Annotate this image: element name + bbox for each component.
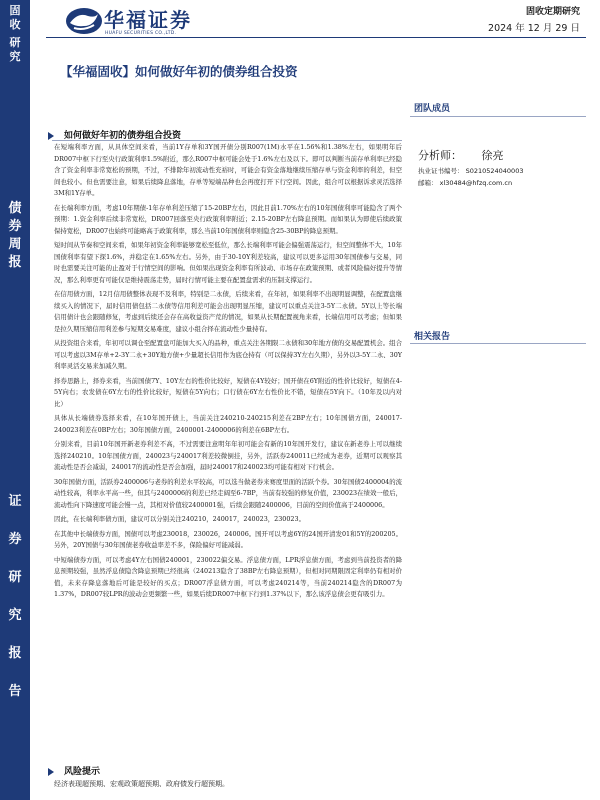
- logo-chinese-name: 华福证券: [104, 8, 192, 32]
- body-paragraph: 在长端利率方面，考虑10年期债-1年存单利差压缩了15-20BP左右，因此目前1.70%左右的10年国债利率可能隐含了两个预期：1.资金利率后续非常宽松，DR007回落至央行政策利率附近；2.15-20BP左右降息预期。而如果认为即使后续政策保持宽松，DR007也始终可能略高于政策利率，那么当前10年国债利率则隐含25-30BP的降息预期。: [54, 203, 402, 235]
- analyst-name: 徐亮: [481, 149, 504, 162]
- section-heading: 如何做好年初的债券组合投资: [48, 128, 181, 141]
- body-paragraph: 择券思路上，择券来看，当前国债7Y、10Y左右的性价比较好，短债在4Y较好；国开债在6Y附近的性价比较好，短债在4-5Y向右；农发债在6Y左右的性价比较好，短债在5Y向右；口行债在6Y左右性价比不错，短债在5Y向下。（10年及以内对比）: [54, 376, 402, 408]
- report-date: 2024 年 12 月 29 日: [488, 23, 580, 34]
- related-divider: [410, 343, 586, 344]
- analyst-card: [418, 147, 523, 189]
- team-divider: [410, 116, 586, 117]
- email-label: 邮箱：: [418, 179, 438, 187]
- related-reports-heading: 相关报告: [414, 332, 451, 342]
- logo-english-name: HUAFU SECURITIES CO.,LTD.: [105, 31, 177, 36]
- body-paragraph: 短时间从节奏和空间来看，如果年初资金利率能够宽松至低位，那么长端利率可能会偏强震荡运行，但空间整体不大，10年国债利率有望下探1.6%，并稳定在1.65%左右。另外，由于30-10Y利差较高，建议可以更多运用30年国债参与交易，同时也需要关注可能的止盈对于行情空间的影响。但如果出现资金利率有所波动、市场存在政策预期、或者风险偏好提升等情况，那么利率更有可能仅是维持震荡走势，届时行情可能主要在配置盘需求的压制支撑运行。: [54, 241, 402, 284]
- email-value[interactable]: xl30484@hfzq.com.cn: [439, 179, 513, 187]
- body-paragraph: 从投资组合来看，年初可以调仓至配置盘可能加大买入的品种，重点关注各期限二永债和30年地方债的交易配置机会。组合可以考虑以3M存单+2-3Y二永+30Y地方债+少量超长信用作为底仓持有（可以保持3Y左右久期），另外以3-5Y二永、30Y利率灵活交易来加减久期。: [54, 339, 402, 370]
- logo-mark-icon: [64, 6, 104, 36]
- analyst-role: 分析师：: [418, 149, 462, 162]
- risk-text: 经济表现超预期、宏观政策超预期、政府债发行超预期。: [54, 780, 229, 788]
- body-paragraph: 在其他中长端债券方面，国债可以考虑230018，230026，240006。国开可以考虑6Y的24国开清发01和5Y的200205。另外，20Y国债与30年国债老券收益率差不多，保险偏好可能减弱。: [54, 529, 402, 549]
- section-arrow-icon: [48, 768, 54, 776]
- risk-heading: 风险提示: [48, 764, 100, 777]
- body-paragraph: 具体从长端债券选择来看，在10年国开债上，当前关注240210-240215利差在2BP左右；10年国债方面，240017-240023利差在0BP左右；30年国债方面，2400001-2400006的利差在6BP左右。: [54, 414, 402, 434]
- body-paragraph: 在短端利率方面，从具体空间来看，当前1Y存单和3Y国开债分别R007(1M)水平在1.56%和1.38%左右，如果明年后DR007中枢下行至央行政策利率1.5%附近，那么R007中枢可能会处于1.6%左右及以下。即可以判断当前存单利率已经隐含了资金利率非常宽松的预期，不过，不排除年初流动性充裕时，可能会有资金落地继续压缩存单与资金利率的利差，但空间也较小。但也需要注意，如果后续降息落地，存单等短端品种也会再度打开下行空间。因此，组合可以根据诉求灵活选择3M和1Y存单。: [54, 143, 402, 197]
- body-paragraph: 在信用债方面，12月信用债整体表现不及利率，特别是二永债，后续来看，在年初，如果利率不出现明显调整，在配置盘继续买入的情况下，届时信用债包括二永债等信用利差可能会出现明显压缩，建议可以重点关注3-5Y二永债。5Y以上等长端信用债计也会跟随修复，考虑到后续还会存在高收益资产荒的情况，如果从长期配置视角来看，长端信用可以考虑；但如果是拉久期压缩信用利差参与短期交易难度，建议小组合择在流动性少量持有。: [54, 290, 402, 333]
- sidebar-report-type-tag: 债 券 周 报: [8, 201, 22, 270]
- report-body: [54, 142, 402, 604]
- sidebar-research-report-tag: 证 券 研 究 报 告: [8, 494, 22, 699]
- body-paragraph: 30年国债方面，活跃券2400006与老券的利差水平较高，可以选当做老券来赛度里面的活跃个券。30年国债2400004的流动性较高，利率水平高一些，但其与2400006的利差已经走阔至6-7BP，当前有较强的修复价值，230023在绩效一般后，流动性向下降速度可能会慢一点，其相对价值较2400001强，后续会跟随2400006，目前的空间价值高于2400006。: [54, 477, 402, 509]
- cert-value: S0210524040003: [465, 167, 524, 175]
- report-title: 【华福固收】如何做好年初的债券组合投资: [60, 64, 298, 79]
- section-divider: [52, 140, 402, 141]
- body-paragraph: 因此，在长端利率债方面，建议可以分别关注240210，240017，240023，230023。: [54, 515, 305, 523]
- section-arrow-icon: [48, 132, 54, 140]
- cert-label: 执业证书编号：: [418, 167, 464, 175]
- body-paragraph: 分别来看，目前10年国开新老券利差不高，不过需要注意明年年初可能会有新的10年国开发行，建议在新老券上可以继续选择240210。10年国债方面，240023与240017利差较微倒挂，另外，活跃券240011已经成为老券，近期可以观察其流动性是否会减弱，240017的流动性是否会加强，届时240017和240023均可能有相对下行机会。: [54, 440, 402, 471]
- team-members-heading: 团队成员: [414, 104, 451, 114]
- header-divider: [46, 37, 586, 38]
- body-paragraph: 中短端债券方面，可以考虑4Y左右国债240001，230022偏交易。浮息债方面，LPR浮息债方面，考虑到当前投资者的降息预期较强，虽然浮息债隐含降息预期已经很高（240213隐含了38BP左右降息预期），但相对同期限固定利率仍有相对价值，未来存降息落地后可能是较好的买点；DR007浮息债方面，可以考虑240214等，当前240214隐含的DR007为1.37%，DR007较LPR的波动会更频繁一些，如果后续DR007中枢下行到1.37%以下，那么该浮息债会更有吸引力。: [54, 555, 402, 598]
- sidebar-category-tag: 固 收 研 究: [9, 4, 21, 63]
- report-type: 固收定期研究: [525, 7, 580, 17]
